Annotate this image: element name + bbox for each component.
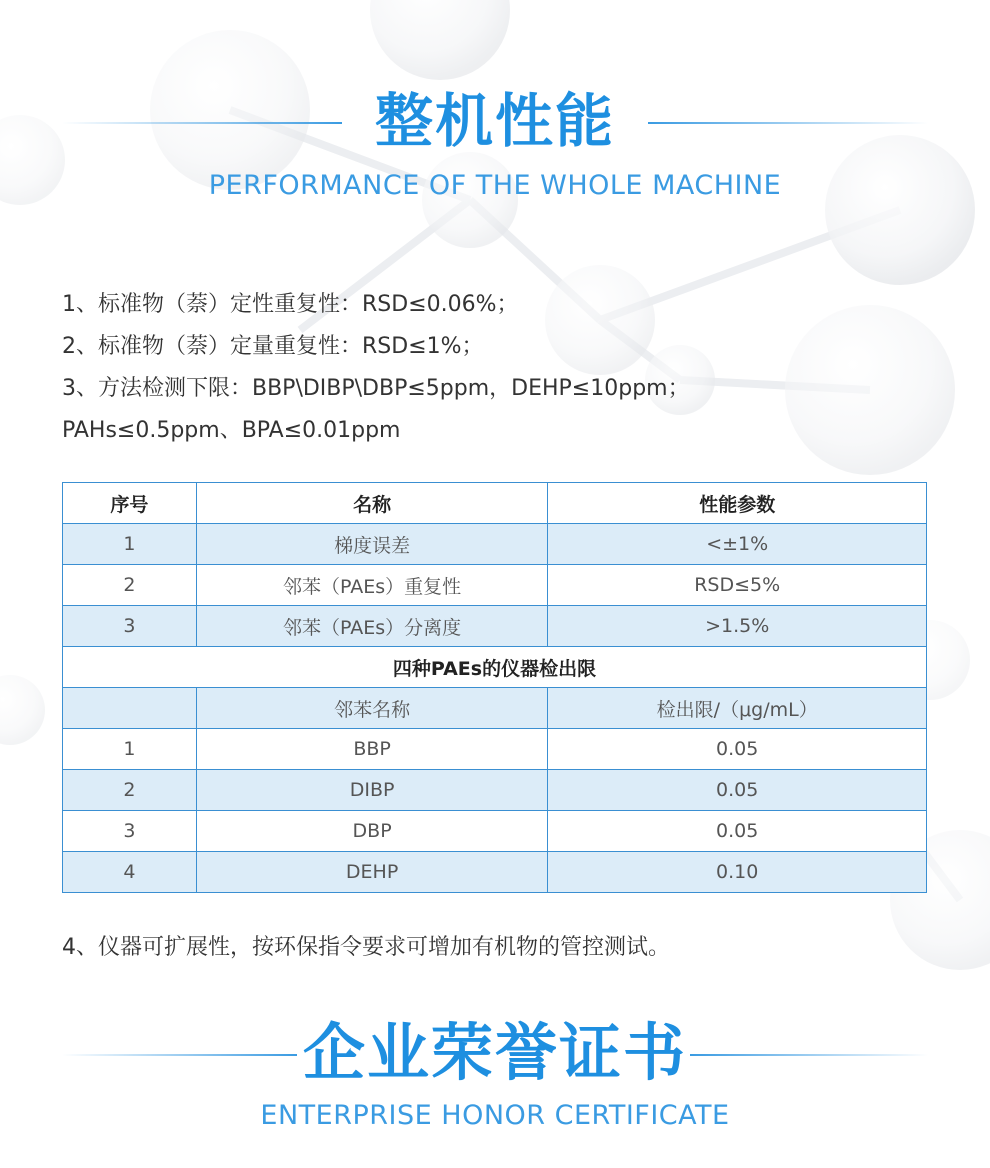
table-cell: 邻苯（PAEs）分离度 (196, 606, 548, 647)
table-row (63, 811, 927, 852)
header-divider-right (690, 1054, 928, 1056)
table-cell: 0.05 (548, 811, 927, 852)
table-cell: 3 (63, 606, 197, 647)
extensibility-note: 4、仪器可扩展性，按环保指令要求可增加有机物的管控测试。 (62, 935, 670, 960)
table-cell: RSD≤5% (548, 565, 927, 606)
table-cell: 1 (63, 729, 197, 770)
spec-item: 2、标准物（萘）定量重复性：RSD≤1%； (62, 334, 484, 359)
spec-list (62, 284, 862, 452)
performance-subtitle: PERFORMANCE OF THE WHOLE MACHINE (208, 170, 782, 201)
table-row (63, 852, 927, 893)
table-row (63, 565, 927, 606)
table-cell: 0.10 (548, 852, 927, 893)
honor-subtitle: ENTERPRISE HONOR CERTIFICATE (260, 1100, 730, 1131)
spec-item: 1、标准物（萘）定性重复性：RSD≤0.06%； (62, 292, 519, 317)
table-cell: DEHP (196, 852, 548, 893)
header-cell: 性能参数 (548, 483, 927, 524)
table-row (63, 606, 927, 647)
table-section-title: 四种PAEs的仪器检出限 (63, 647, 927, 688)
table-cell: DBP (196, 811, 548, 852)
table-cell: DIBP (196, 770, 548, 811)
performance-table (62, 482, 927, 893)
table-subheader-row (63, 688, 927, 729)
subheader-cell: 检出限/（μg/mL） (548, 688, 927, 729)
table-row (63, 729, 927, 770)
table-cell: 2 (63, 565, 197, 606)
table-cell: 0.05 (548, 729, 927, 770)
spec-item: 3、方法检测下限：BBP\DIBP\DBP≤5ppm，DEHP≤10ppm；PAHs≤0.5ppm、BPA≤0.01ppm (62, 376, 690, 443)
header-cell: 序号 (63, 483, 197, 524)
table-header-row (63, 483, 927, 524)
table-cell: 梯度误差 (196, 524, 548, 565)
table-cell: 0.05 (548, 770, 927, 811)
performance-title: 整机性能 (374, 87, 615, 155)
subheader-cell (63, 688, 197, 729)
table-row (63, 770, 927, 811)
table-cell: 2 (63, 770, 197, 811)
table-section-row (63, 647, 927, 688)
table-cell: BBP (196, 729, 548, 770)
table-cell: >1.5% (548, 606, 927, 647)
table-cell: 邻苯（PAEs）重复性 (196, 565, 548, 606)
table-cell: 1 (63, 524, 197, 565)
table-cell: 3 (63, 811, 197, 852)
header-divider-right (648, 122, 928, 124)
table-cell: 4 (63, 852, 197, 893)
honor-title: 企业荣誉证书 (302, 1016, 687, 1089)
table-row (63, 524, 927, 565)
header-cell: 名称 (196, 483, 548, 524)
subheader-cell: 邻苯名称 (196, 688, 548, 729)
table-cell: <±1% (548, 524, 927, 565)
